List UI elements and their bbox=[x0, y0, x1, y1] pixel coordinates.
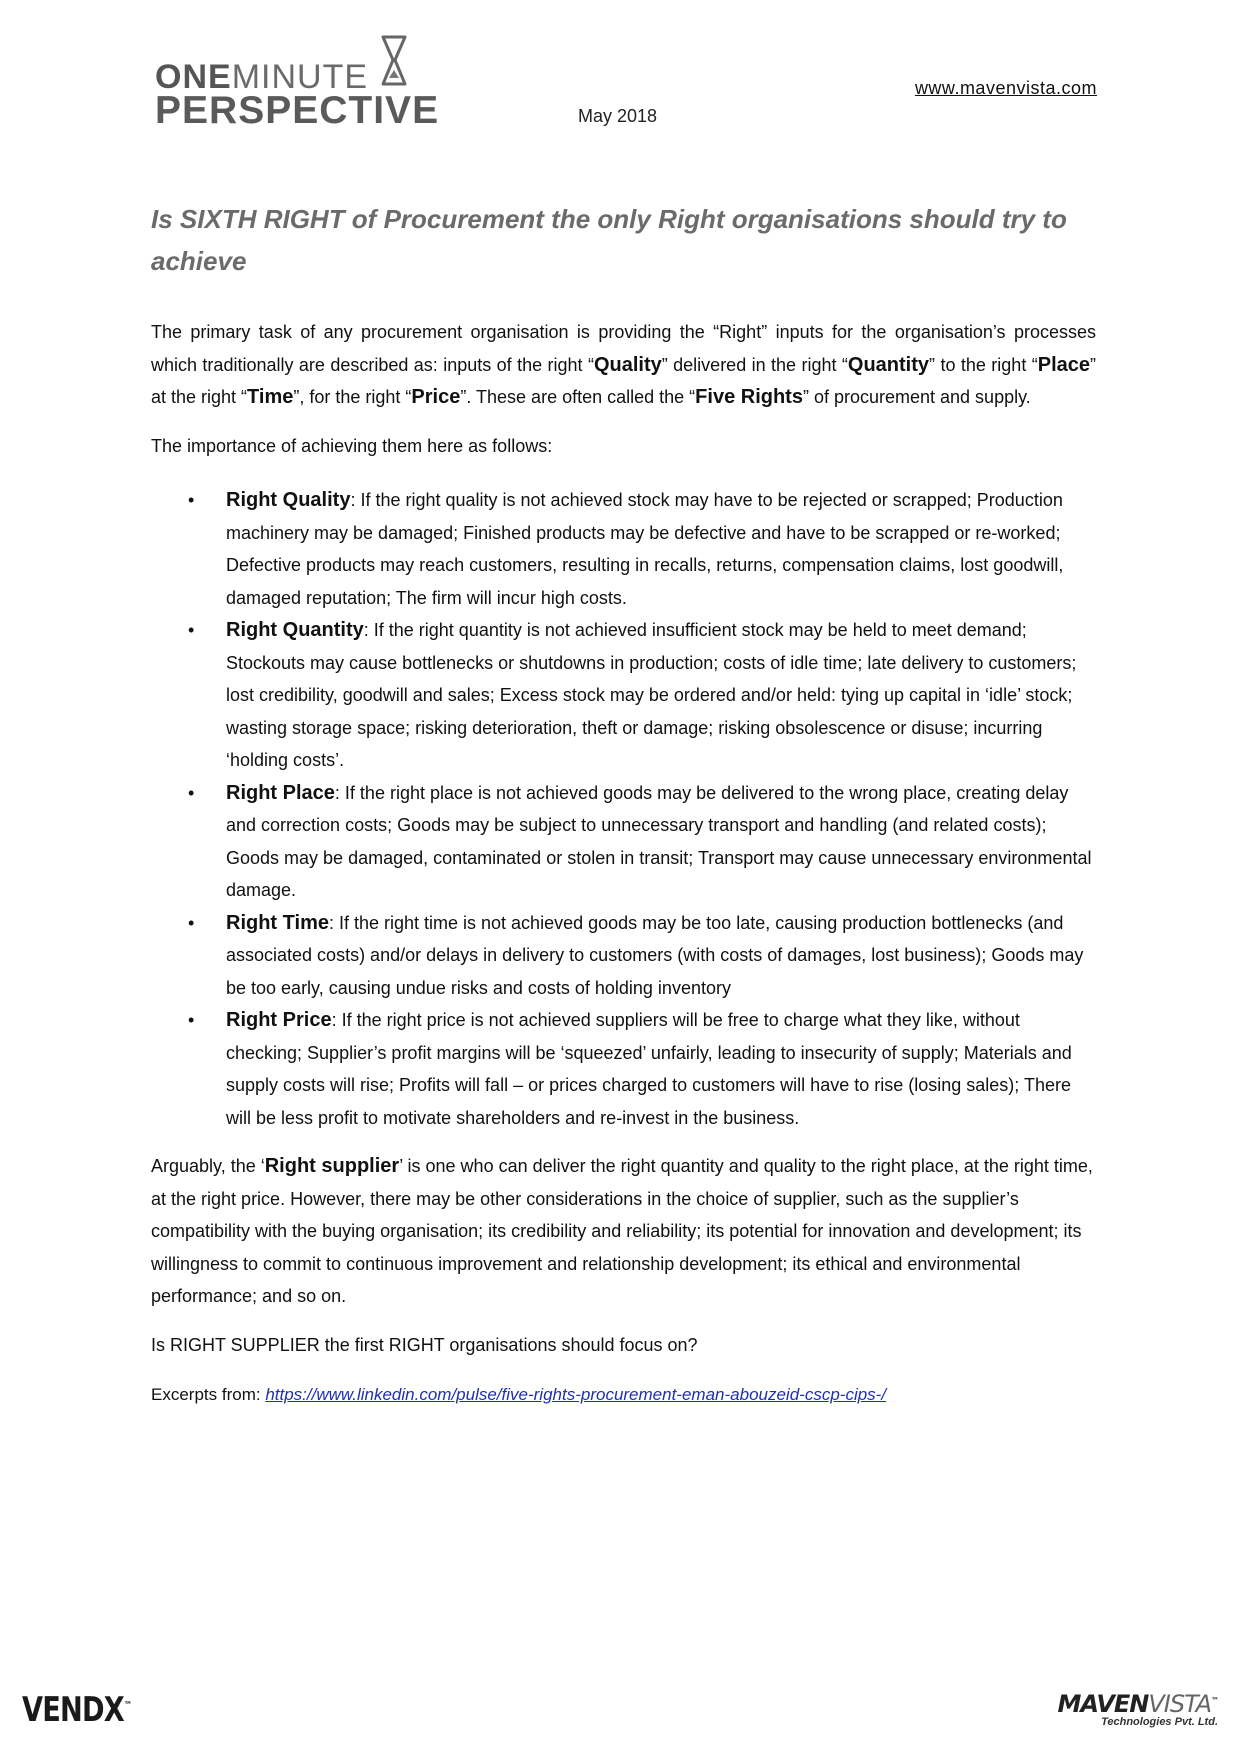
bullet-icon: • bbox=[188, 1010, 195, 1030]
bullet-icon: • bbox=[188, 620, 195, 640]
list-item: • Right Place: If the right place is not achieved goods may be delivered to the wrong place, creating delay and correction costs; Goods may be subject to unnecessary transport and handling (and related costs); Goods may be damaged, contaminated or stolen in transit; Transport may cause unnecessary environmental damage. bbox=[151, 777, 1096, 907]
list-item: • Right Quality: If the right quality is not achieved stock may have to be rejected or scrapped; Production machinery may be damaged; Finished products may be defective and have to be scrapped or re-worked; Defective products may reach customers, resulting in recalls, returns, compensation claims, lost goodwill, damaged reputation; The firm will incur high costs. bbox=[151, 484, 1096, 614]
list-item: • Right Price: If the right price is not achieved suppliers will be free to charge what they like, without checking; Supplier’s profit margins will be ‘squeezed’ unfairly, leading to insecurity of supply; Materials and supply costs will rise; Profits will fall – or prices charged to customers will have to rise (losing sales); There will be less profit to motivate shareholders and re-invest in the business. bbox=[151, 1004, 1096, 1134]
bullet-icon: • bbox=[188, 490, 195, 510]
source-link[interactable]: https://www.linkedin.com/pulse/five-rights-procurement-eman-abouzeid-cscp-cips-/ bbox=[265, 1385, 887, 1404]
issue-date: May 2018 bbox=[578, 106, 658, 126]
logo-word-perspective: PERSPECTIVE bbox=[155, 89, 440, 132]
rights-list bbox=[151, 484, 1096, 1134]
importance-paragraph: The importance of achieving them here as follows: bbox=[151, 435, 553, 456]
vendx-logo: VENDX™ bbox=[22, 1690, 132, 1730]
logo-word-one: ONE bbox=[155, 58, 232, 96]
list-item: • Right Quantity: If the right quantity is not achieved insufficient stock may be held to meet demand; Stockouts may cause bottlenecks or shutdowns in production; costs of idle time; late delivery to customers; lost credibility, goodwill and sales; Excess stock may be ordered and/or held: tying up capital in ‘idle’ stock; wasting storage space; risking deterioration, theft or damage; risking obsolescence or disuse; incurring ‘holding costs’. bbox=[151, 614, 1096, 777]
article bbox=[151, 198, 1096, 1412]
mavenvista-tagline: Technologies Pvt. Ltd. bbox=[1101, 1716, 1218, 1728]
source-label: Excerpts from: bbox=[151, 1385, 266, 1404]
bullet-icon: • bbox=[188, 912, 195, 933]
source-line bbox=[151, 1379, 1096, 1412]
website-link[interactable]: www.mavenvista.com bbox=[914, 78, 1097, 98]
intro-paragraph: The primary task of any procurement organisation is providing the “Right” inputs for the organisation’s processes which traditionally are described as: inputs of the right “Quality” delivered in the right “Quantity” to the right “Place” at the right “Time”, for the right “Price”. These are often called the “Five Rights” of procurement and supply. bbox=[151, 322, 1096, 408]
logo-word-minute: MINUTE bbox=[231, 58, 369, 96]
mavenvista-logo: MAVENVISTA™ Technologies Pvt. Ltd. bbox=[1057, 1690, 1218, 1728]
article-title: Is SIXTH RIGHT of Procurement the only Right organisations should try to achieve bbox=[151, 204, 1067, 276]
question-paragraph: Is RIGHT SUPPLIER the first RIGHT organisations should focus on? bbox=[151, 1334, 698, 1355]
arguably-paragraph: Arguably, the ‘Right supplier’ is one who can deliver the right quantity and quality to the right place, at the right time, at the right price. However, there may be other considerations in the choice of supplier, such as the supplier’s compatibility with the buying organisation; its credibility and reliability; its potential for innovation and development; its willingness to commit to continuous improvement and relationship development; its ethical and environmental performance; and so on. bbox=[151, 1155, 1093, 1306]
list-item: • Right Time: If the right time is not achieved goods may be too late, causing production bottlenecks (and associated costs) and/or delays in delivery to customers (with costs of damages, lost business); Goods may be too early, causing undue risks and costs of holding inventory bbox=[151, 907, 1096, 1005]
bullet-icon: • bbox=[188, 782, 195, 803]
one-minute-perspective-logo bbox=[155, 34, 455, 134]
hourglass-icon bbox=[380, 34, 408, 88]
